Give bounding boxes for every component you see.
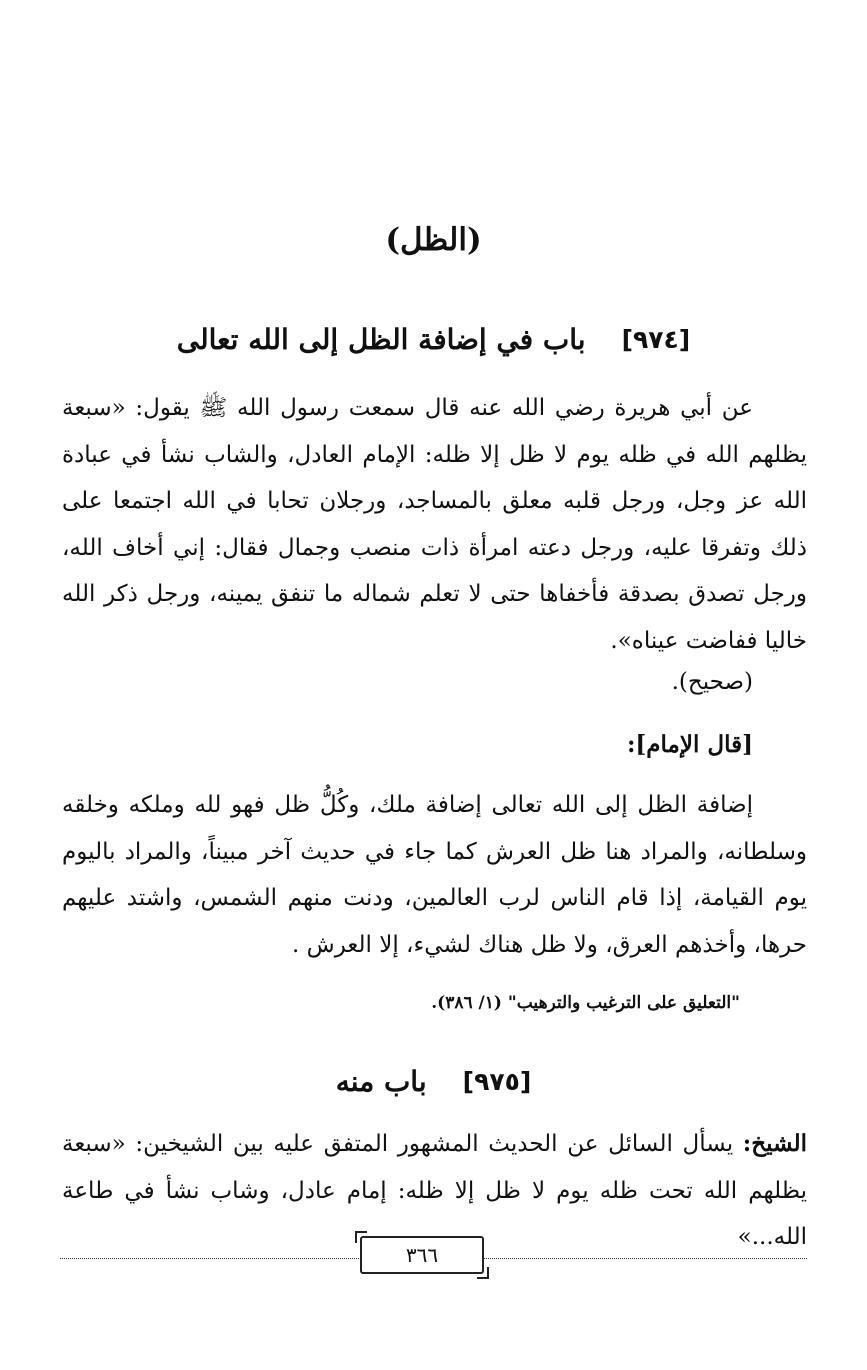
section-number: [٩٧٤] [621, 325, 691, 354]
hadith-grade: (صحيح). [671, 669, 753, 695]
chapter-title: (الظل) [385, 222, 482, 258]
commentary-text: إضافة الظل إلى الله تعالى إضافة ملك، وكُلُّ ظل فهو لله وملكه وخلقه وسلطانه، والمراد هنا ظل العرش كما جاء في حديث آخر مبيناً، والمراد باليوم يوم القيامة، إذا قام الناس لرب العالمين، ودنت منهم الشمس، واشتد عليهم حرها، وأخذهم العرق، ولا ظل هناك لشيء، إلا العرش . [62, 792, 807, 958]
section-number: [٩٧٥] [462, 1067, 532, 1096]
source-reference: "التعليق على الترغيب والترهيب" (١/ ٣٨٦). [431, 993, 740, 1013]
question-text: يسأل السائل عن الحديث المشهور المتفق عليه بين الشيخين: «سبعة يظلهم الله تحت ظله يوم لا ظل إلا ظله: إمام عادل، وشاب نشأ في طاعة الله...» [62, 1131, 807, 1250]
page-footer [60, 1234, 807, 1278]
speaker-label: الشيخ: [742, 1130, 807, 1157]
imam-label: [قال الإمام]: [626, 731, 753, 758]
section-title: باب منه [335, 1065, 427, 1098]
page-number-frame [360, 1236, 484, 1274]
page-number: ٣٦٦ [405, 1243, 439, 1267]
hadith-text: عن أبي هريرة رضي الله عنه قال سمعت رسول الله ﷺ يقول: «سبعة يظلهم الله في ظله يوم لا ظل إلا ظله: الإمام العادل، والشاب نشأ في عبادة الله عز وجل، ورجل قلبه معلق بالمساجد، ورجلان تحابا في الله اجتمعا على ذلك وتفرقا عليه، ورجل دعته امرأة ذات منصب وجمال فقال: إني أخاف الله، ورجل تصدق بصدقة فأخفاها حتى لا تعلم شماله ما تنفق يمينه، ورجل ذكر الله خاليا ففاضت عيناه». [62, 395, 807, 654]
section-title: باب في إضافة الظل إلى الله تعالى [176, 323, 586, 356]
section-heading-975 [60, 1065, 807, 1098]
section-heading-974 [60, 323, 807, 356]
